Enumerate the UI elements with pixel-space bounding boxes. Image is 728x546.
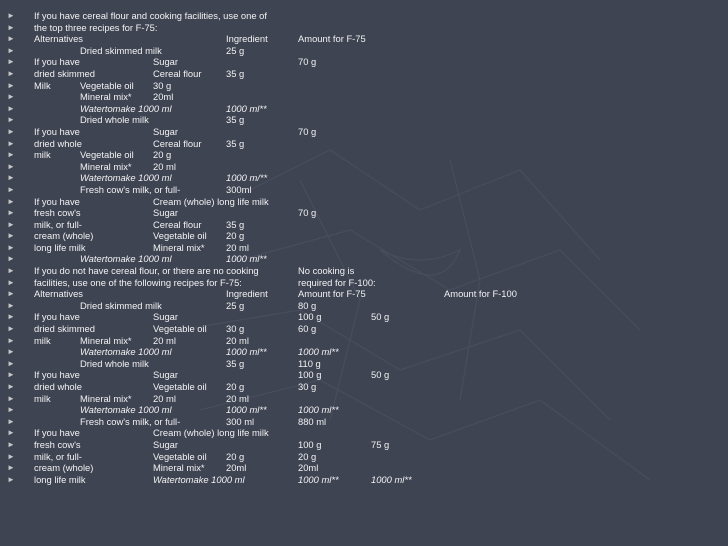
- table-cell: If you do not have cereal flour, or there are no cooking: [34, 265, 259, 277]
- bullet-arrow-icon: ►: [7, 393, 15, 403]
- text-line: [0, 265, 728, 277]
- table-cell: If you have: [34, 369, 80, 381]
- table-cell: 1000 ml**: [298, 346, 339, 358]
- table-cell: Vegetable oil: [153, 323, 207, 335]
- table-cell: 75 g: [371, 438, 390, 450]
- table-cell: 20ml: [226, 462, 247, 474]
- bullet-arrow-icon: ►: [7, 208, 15, 218]
- text-line: [0, 277, 728, 289]
- table-cell: 35 g: [226, 357, 245, 369]
- bullet-arrow-icon: ►: [7, 80, 15, 90]
- table-cell: Mineral mix*: [80, 160, 132, 172]
- table-cell: the top three recipes for F-75:: [34, 21, 158, 33]
- table-cell: Vegetable oil: [80, 79, 134, 91]
- table-cell: If you have: [34, 125, 80, 137]
- bullet-arrow-icon: ►: [7, 219, 15, 229]
- text-line: [0, 474, 728, 486]
- bullet-arrow-icon: ►: [7, 463, 15, 473]
- text-line: [0, 103, 728, 115]
- table-cell: Sugar: [153, 369, 179, 381]
- bullet-arrow-icon: ►: [7, 161, 15, 171]
- table-cell: Sugar: [153, 125, 179, 137]
- table-cell: Sugar: [153, 438, 179, 450]
- table-cell: If you have: [34, 56, 80, 68]
- table-cell: 1000 ml**: [226, 102, 267, 114]
- bullet-arrow-icon: ►: [7, 196, 15, 206]
- bullet-arrow-icon: ►: [7, 266, 15, 276]
- table-cell: Amount for F-75: [298, 288, 366, 300]
- text-line: [0, 114, 728, 126]
- table-cell: Alternatives: [34, 33, 83, 45]
- text-line: [0, 161, 728, 173]
- table-cell: 70 g: [298, 125, 317, 137]
- table-cell: milk: [34, 392, 51, 404]
- table-cell: 1000 ml**: [298, 473, 339, 485]
- bullet-arrow-icon: ►: [7, 277, 15, 287]
- table-cell: 35 g: [226, 218, 245, 230]
- table-cell: Cereal flour: [153, 67, 202, 79]
- table-cell: Watertomake 1000 ml: [80, 253, 172, 265]
- text-line: [0, 404, 728, 416]
- bullet-arrow-icon: ►: [7, 451, 15, 461]
- table-cell: 100 g: [298, 369, 322, 381]
- table-cell: 20ml: [298, 462, 319, 474]
- table-cell: Watertomake 1000 ml: [80, 346, 172, 358]
- table-cell: 20 ml: [226, 334, 249, 346]
- bullet-arrow-icon: ►: [7, 11, 15, 20]
- text-line: [0, 68, 728, 80]
- table-cell: dried whole: [34, 137, 82, 149]
- table-cell: Fresh cow's milk, or full-: [80, 415, 181, 427]
- bullet-arrow-icon: ►: [7, 115, 15, 125]
- table-cell: 20 ml: [153, 392, 176, 404]
- table-cell: Watertomake 1000 ml: [80, 404, 172, 416]
- table-cell: If you have: [34, 311, 80, 323]
- table-cell: 20 g: [226, 381, 245, 392]
- table-cell: dried skimmed: [34, 67, 95, 79]
- text-line: [0, 149, 728, 161]
- table-cell: Milk: [34, 79, 51, 91]
- table-cell: Sugar: [153, 56, 179, 68]
- table-cell: Sugar: [153, 311, 179, 323]
- bullet-arrow-icon: ►: [7, 184, 15, 194]
- table-cell: fresh cow's: [34, 438, 81, 450]
- table-cell: 20 ml: [226, 392, 249, 404]
- table-cell: 50 g: [371, 311, 390, 323]
- table-cell: Mineral mix*: [80, 91, 132, 103]
- table-cell: required for F-100:: [298, 276, 376, 288]
- recipe-slide: [0, 10, 728, 485]
- text-line: [0, 300, 728, 312]
- bullet-arrow-icon: ►: [7, 428, 15, 438]
- text-line: [0, 22, 728, 34]
- table-cell: 1000 ml**: [226, 346, 267, 358]
- table-cell: Mineral mix*: [80, 334, 132, 346]
- table-cell: If you have cereal flour and cooking facilities, use one of: [34, 10, 267, 21]
- table-cell: 50 g: [371, 369, 390, 381]
- bullet-arrow-icon: ►: [7, 312, 15, 322]
- table-cell: 70 g: [298, 207, 317, 219]
- text-line: [0, 416, 728, 428]
- table-cell: milk, or full-: [34, 218, 82, 230]
- table-cell: Watertomake 1000 ml: [80, 172, 172, 184]
- bullet-arrow-icon: ►: [7, 22, 15, 32]
- bullet-arrow-icon: ►: [7, 474, 15, 484]
- table-cell: 1000 ml**: [226, 404, 267, 416]
- text-line: [0, 323, 728, 335]
- table-cell: Dried skimmed milk: [80, 299, 162, 311]
- bullet-arrow-icon: ►: [7, 231, 15, 241]
- table-cell: cream (whole): [34, 230, 94, 242]
- bullet-arrow-icon: ►: [7, 68, 15, 78]
- table-cell: 70 g: [298, 56, 317, 68]
- table-cell: Vegetable oil: [80, 149, 134, 161]
- text-line: [0, 427, 728, 439]
- text-line: [0, 56, 728, 68]
- table-cell: Dried skimmed milk: [80, 44, 162, 56]
- text-line: [0, 45, 728, 57]
- bullet-arrow-icon: ►: [7, 57, 15, 67]
- table-cell: milk: [34, 334, 51, 346]
- table-cell: 300ml: [226, 183, 252, 195]
- text-line: [0, 138, 728, 150]
- table-cell: Cereal flour: [153, 137, 202, 149]
- bullet-arrow-icon: ►: [7, 335, 15, 345]
- table-cell: milk: [34, 149, 51, 161]
- bullet-arrow-icon: ►: [7, 34, 15, 44]
- table-cell: facilities, use one of the following recipes for F-75:: [34, 276, 242, 288]
- table-cell: Ingredient: [226, 33, 268, 45]
- table-cell: 1000 ml**: [298, 404, 339, 416]
- text-line: [0, 207, 728, 219]
- table-cell: 20 g: [153, 149, 172, 161]
- bullet-arrow-icon: ►: [7, 45, 15, 55]
- table-cell: 20 g: [226, 450, 245, 462]
- table-cell: 35 g: [226, 67, 245, 79]
- table-cell: 100 g: [298, 438, 322, 450]
- text-line: [0, 439, 728, 451]
- bullet-arrow-icon: ►: [7, 439, 15, 449]
- table-cell: 20 ml: [153, 334, 176, 346]
- table-cell: Dried whole milk: [80, 114, 149, 126]
- table-cell: 30 g: [153, 79, 172, 91]
- text-line: [0, 369, 728, 381]
- bullet-arrow-icon: ►: [7, 92, 15, 102]
- table-cell: Dried whole milk: [80, 357, 149, 369]
- bullet-arrow-icon: ►: [7, 416, 15, 426]
- table-cell: Alternatives: [34, 288, 83, 300]
- bullet-arrow-icon: ►: [7, 103, 15, 113]
- text-line: [0, 335, 728, 347]
- text-line: [0, 358, 728, 370]
- text-line: [0, 242, 728, 254]
- table-cell: 25 g: [226, 44, 245, 56]
- table-cell: dried whole: [34, 381, 82, 392]
- table-cell: Vegetable oil: [153, 381, 207, 392]
- table-cell: Cereal flour: [153, 218, 202, 230]
- text-line: [0, 462, 728, 474]
- table-cell: Cream (whole) long life milk: [153, 195, 269, 207]
- text-line: [0, 91, 728, 103]
- text-line: [0, 80, 728, 92]
- table-cell: Mineral mix*: [153, 241, 205, 253]
- table-cell: Amount for F-100: [444, 288, 517, 300]
- text-line: [0, 253, 728, 265]
- text-line: [0, 381, 728, 393]
- text-line: [0, 33, 728, 45]
- table-cell: Watertomake 1000 ml: [80, 102, 172, 114]
- table-cell: If you have: [34, 427, 80, 439]
- table-cell: 1000 ml**: [371, 473, 412, 485]
- bullet-arrow-icon: ►: [7, 358, 15, 368]
- table-cell: 25 g: [226, 299, 245, 311]
- table-cell: Cream (whole) long life milk: [153, 427, 269, 439]
- table-cell: long life milk: [34, 241, 86, 253]
- bullet-arrow-icon: ►: [7, 405, 15, 415]
- bullet-arrow-icon: ►: [7, 173, 15, 183]
- text-line: [0, 230, 728, 242]
- bullet-arrow-icon: ►: [7, 300, 15, 310]
- bullet-arrow-icon: ►: [7, 289, 15, 299]
- table-cell: If you have: [34, 195, 80, 207]
- table-cell: milk, or full-: [34, 450, 82, 462]
- table-cell: 880 ml: [298, 415, 327, 427]
- table-cell: Vegetable oil: [153, 230, 207, 242]
- text-line: [0, 393, 728, 405]
- table-cell: cream (whole): [34, 462, 94, 474]
- table-cell: 20ml: [153, 91, 174, 103]
- table-cell: No cooking is: [298, 265, 355, 277]
- table-cell: 30 g: [298, 381, 317, 392]
- table-cell: Watertomake 1000 ml: [153, 473, 245, 485]
- table-cell: 20 g: [298, 450, 317, 462]
- table-cell: dried skimmed: [34, 323, 95, 335]
- table-cell: Vegetable oil: [153, 450, 207, 462]
- bullet-arrow-icon: ►: [7, 242, 15, 252]
- text-line: [0, 219, 728, 231]
- bullet-arrow-icon: ►: [7, 254, 15, 264]
- text-line: [0, 451, 728, 463]
- bullet-arrow-icon: ►: [7, 138, 15, 148]
- bullet-arrow-icon: ►: [7, 370, 15, 380]
- text-line: [0, 288, 728, 300]
- text-line: [0, 172, 728, 184]
- table-cell: 1000 ml**: [226, 253, 267, 265]
- table-cell: 110 g: [298, 357, 321, 369]
- table-cell: 30 g: [226, 323, 245, 335]
- table-cell: Mineral mix*: [153, 462, 205, 474]
- bullet-arrow-icon: ►: [7, 150, 15, 160]
- table-cell: fresh cow's: [34, 207, 81, 219]
- table-cell: Amount for F-75: [298, 33, 366, 45]
- text-line: [0, 346, 728, 358]
- table-cell: 20 g: [226, 230, 245, 242]
- bullet-arrow-icon: ►: [7, 382, 15, 391]
- text-line: [0, 311, 728, 323]
- table-cell: 1000 m/**: [226, 172, 268, 184]
- text-line: [0, 196, 728, 208]
- bullet-arrow-icon: ►: [7, 347, 15, 357]
- bullet-arrow-icon: ►: [7, 126, 15, 136]
- table-cell: Sugar: [153, 207, 179, 219]
- table-cell: 300 ml: [226, 415, 255, 427]
- table-cell: long life milk: [34, 473, 86, 485]
- table-cell: 20 ml: [226, 241, 249, 253]
- table-cell: 35 g: [226, 114, 245, 126]
- table-cell: 80 g: [298, 299, 317, 311]
- table-cell: 20 ml: [153, 160, 176, 172]
- bullet-arrow-icon: ►: [7, 324, 15, 334]
- table-cell: 35 g: [226, 137, 245, 149]
- text-line: [0, 10, 728, 22]
- table-cell: 60 g: [298, 323, 317, 335]
- table-cell: Mineral mix*: [80, 392, 132, 404]
- table-cell: 100 g: [298, 311, 322, 323]
- table-cell: Fresh cow's milk, or full-: [80, 183, 181, 195]
- table-cell: Ingredient: [226, 288, 268, 300]
- text-line: [0, 184, 728, 196]
- text-line: [0, 126, 728, 138]
